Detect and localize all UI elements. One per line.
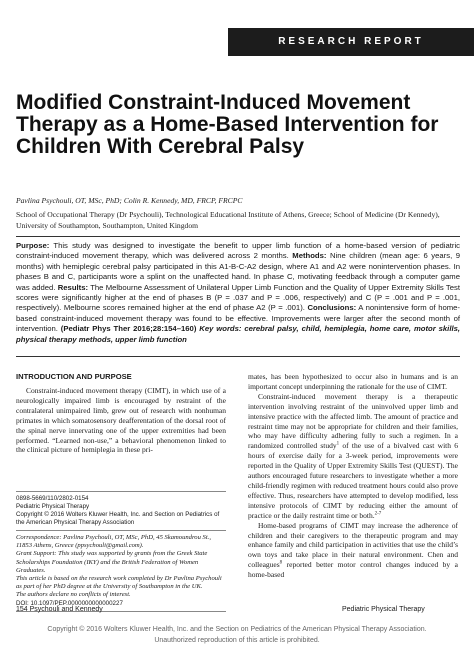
- correspondence: Correspondence: Pavlina Psychouli, OT, MSc, PhD, 45 Skamoundrou St., 11853 Athens, Greece (ppsychouli@gmail.com).: [16, 534, 211, 550]
- page-footer-left: 154 Psychouli and Kennedy: [16, 606, 103, 613]
- doi: DOI: 10.1097/PEP.0000000000000227: [16, 599, 123, 607]
- abstract-bottom-rule: [16, 356, 460, 357]
- p2-text-b: of the use of a bivalved cast with 6 hours of exercise daily for a 3-week period, improvements were reported in the Quality of Upper Extremity Skills Test (QUEST). The authors encouraged future researchers to investigate whether a more child-friendly regimen with reduced treatment hours could also prove effective. Thus, researchers have attempted to develop modified, less intensive protocols of CIMT by reducing either the amount of practice or the daily restraint time or both.: [248, 441, 458, 520]
- p3-text-b: reported better motor control changes induced by a home-based: [248, 560, 458, 580]
- p2-text-a: Constraint-induced movement therapy is a therapeutic intervention involving restraint of the uninvolved upper limb and intensive practice with the affected limb. The amount of practice and restraint time may not be appropriate for children and their families, who may have difficulty adhering fully to such a regimen. In a randomized controlled study: [248, 391, 458, 451]
- article-info-box: [16, 488, 226, 615]
- results-label: Results:: [57, 282, 89, 292]
- p3-text-a: Home-based programs of CIMT may increase the adherence of children and their caregivers to the therapeutic program and may enhance family and child participation in activities that use the child’s own toys and take place in their natural environment. Chen and colleagues: [248, 520, 458, 570]
- grant-support: Grant Support: This study was supported by grants from the Greek State Scholarships Foundation (IKY) and the British Federation of Women Graduates.: [16, 550, 208, 574]
- page-footer-right: Pediatric Physical Therapy: [342, 606, 425, 613]
- intro-paragraph-2: [248, 392, 458, 521]
- conclusions-text: A nonintensive form of home-based constraint-induced movement therapy was found to be effective. Improvements were larger after the second month of intervention.: [16, 303, 460, 334]
- results-text: The Melbourne Assessment of Unilateral Upper Limb Function and the Quality of Upper Extremity Skills Test scores were significantly higher at the end of phases B (P = .037 and P = .006, respectively) and C (P = .001 and P = .001, respectively). Melbourne scores remained higher at the end of phase A2 (P = .001).: [16, 282, 460, 313]
- abstract: [16, 241, 460, 345]
- article-title: Modified Constraint-Induced Movement Therapy as a Home-Based Intervention for Children With Cerebral Palsy: [16, 91, 439, 158]
- methods-text: Nine children (mean age: 6 years, 9 months) with hemiplegic cerebral palsy participated in this A1-B-C-A2 design, where A1 and A2 were nonintervention phases. In phases B and C, participants wore a splint on the unaffected hand. In phase C, motivating feedback through a computer game was added.: [16, 251, 461, 292]
- journal-citation: (Pediatr Phys Ther 2016;28:154–160): [60, 324, 197, 334]
- reference-superscript: 2-7: [374, 511, 382, 517]
- phd-note: This article is based on the research work completed by Dr Pavlina Psychouli as part of her PhD degree at the University of Southampton in the UK.: [16, 575, 222, 591]
- left-column: [16, 386, 226, 455]
- methods-label: Methods:: [292, 251, 327, 261]
- purpose-text: This study was designed to investigate the benefit to upper limb function of a home-based version of pediatric constraint-induced movement therapy, which was delivered across 2 months.: [16, 241, 460, 261]
- article-ids: 0898-5669/110/2802-0154: [16, 495, 89, 502]
- right-column: [248, 372, 458, 580]
- info-divider: [16, 530, 226, 531]
- intro-paragraph-3: [248, 521, 458, 580]
- copyright-notice: [0, 624, 474, 646]
- conclusions-label: Conclusions:: [307, 303, 357, 313]
- reference-superscript: 8: [279, 560, 283, 566]
- copyright-line-1: Copyright © 2016 Wolters Kluwer Health, Inc. and the Section on Pediatrics of the American Physical Therapy Association.: [47, 626, 427, 633]
- intro-paragraph-1: Constraint-induced movement therapy (CIMT), in which use of a neurologically impaired limb is encouraged by restraint of the contralateral unimpaired limb, grew out of research with nonhuman primates in which somatosensory deafferentation of the dorsal root of the spinal nerve innervating one of the upper extremities had been performed. “Learned non-use,” a behavioral phenomenon linked to the clinical picture of hemiplegia in these pri-: [16, 386, 226, 455]
- info-divider: [16, 491, 226, 492]
- author-affiliations: School of Occupational Therapy (Dr Psychouli), Technological Educational Institute of Athens, Greece; School of Medicine (Dr Kennedy), University of Southampton, Southampton, United Kingdom: [16, 210, 440, 230]
- copyright-line-2: Unauthorized reproduction of this article is prohibited.: [154, 637, 320, 644]
- reference-superscript: 1: [336, 441, 340, 447]
- author-list: Pavlina Psychouli, OT, MSc, PhD; Colin R. Kennedy, MD, FRCP, FRCPC: [16, 196, 243, 205]
- research-report-banner: RESEARCH REPORT: [228, 28, 474, 56]
- intro-paragraph-continued: mates, has been hypothesized to occur also in humans and is an important concept underpinning the rationale for the use of CIMT.: [248, 372, 458, 391]
- copyright-line: Copyright © 2016 Wolters Kluwer Health, Inc. and Section on Pediatrics of the American Physical Therapy Association: [16, 511, 220, 526]
- section-heading: INTRODUCTION AND PURPOSE: [16, 372, 132, 381]
- keywords-label: Key words:: [196, 324, 242, 334]
- purpose-label: Purpose:: [16, 241, 50, 250]
- journal-name: Pediatric Physical Therapy: [16, 503, 90, 510]
- keywords-text: cerebral palsy, child, hemiplegia, home care, motor skills, physical therapy methods, upper limb function: [16, 324, 461, 344]
- abstract-top-rule: [16, 236, 460, 237]
- conflicts-statement: The authors declare no conflicts of interest.: [16, 591, 131, 599]
